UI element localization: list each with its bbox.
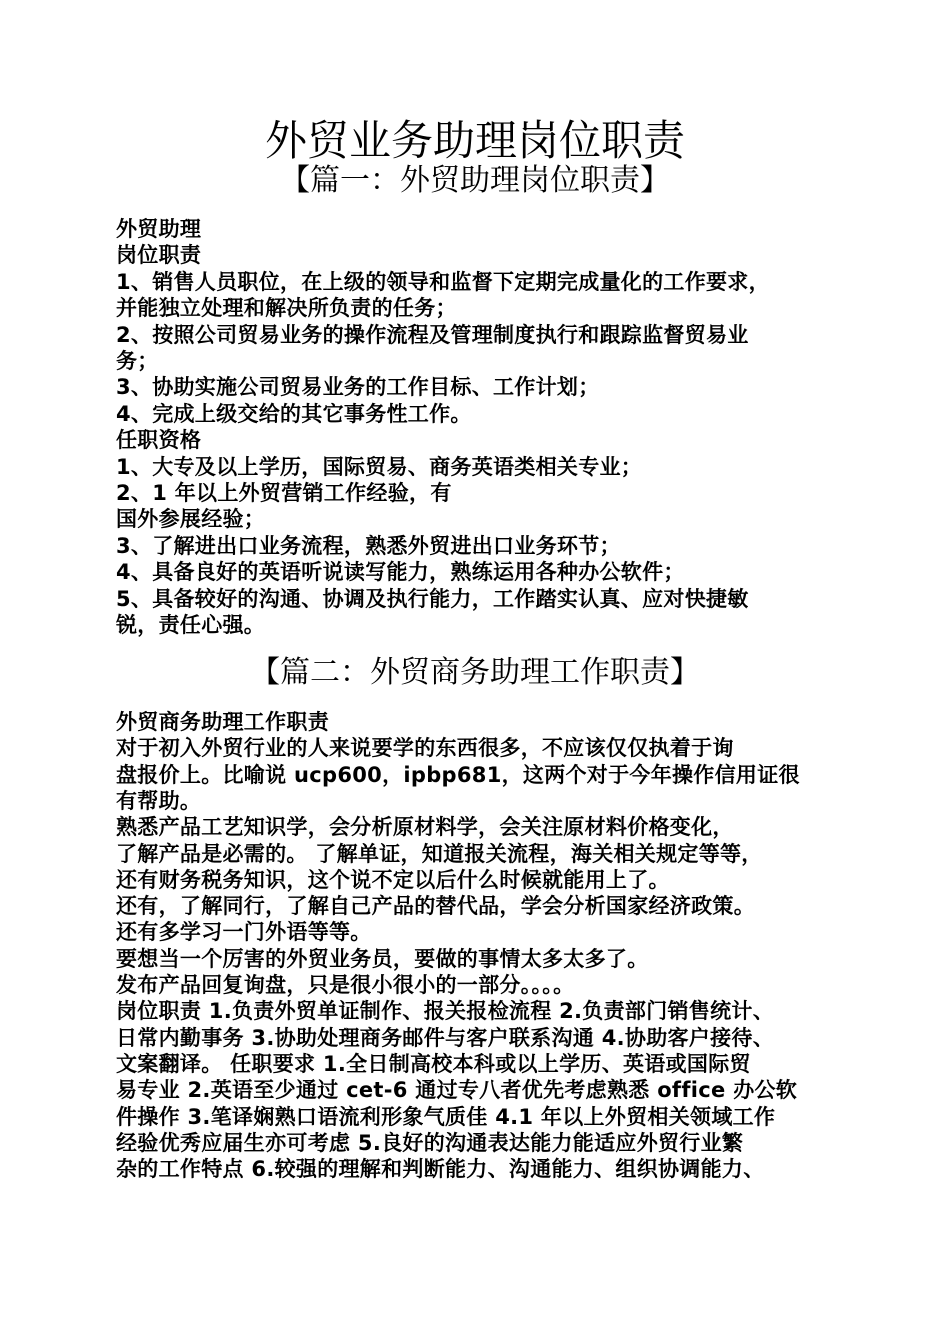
text-line: 锐，责任心强。: [116, 613, 266, 637]
text-line: 了解产品是必需的。 了解单证，知道报关流程，海关相关规定等等，: [116, 841, 763, 866]
text-line: 务；: [116, 349, 159, 373]
section-heading-1: 【篇一：外贸助理岗位职责】: [280, 163, 670, 198]
text-line: 5、具备较好的沟通、协调及执行能力，工作踏实认真、应对快捷敏: [116, 586, 749, 611]
text-line: 任职资格: [116, 428, 202, 453]
text-line: 还有，了解同行，了解自己产品的替代品，学会分析国家经济政策。: [116, 894, 755, 919]
document-title: 外贸业务助理岗位职责: [264, 116, 685, 165]
text-line: 有帮助。: [116, 788, 202, 813]
text-line: 外贸商务助理工作职责: [116, 710, 329, 734]
text-line: 3、了解进出口业务流程，熟悉外贸进出口业务环节；: [116, 533, 621, 558]
text-line: 国外参展经验；: [116, 507, 266, 532]
text-line: 要想当一个厉害的外贸业务员，要做的事情太多太多了。: [116, 946, 649, 971]
text-line: 1、大专及以上学历，国际贸易、商务英语类相关专业；: [116, 454, 643, 479]
text-line: 对于初入外贸行业的人来说要学的东西很多，不应该仅仅执着于询: [116, 736, 734, 761]
text-line: 2、1 年以上外贸营销工作经验，有: [116, 481, 452, 505]
text-line: 2、按照公司贸易业务的操作流程及管理制度执行和跟踪监督贸易业: [116, 322, 749, 347]
text-line: 易专业 2.英语至少通过 cet-6 通过专八者优先考虑熟悉 office 办公软: [116, 1078, 798, 1103]
text-line: 盘报价上。比喻说 ucp600，ipbp681，这两个对于今年操作信用证很: [116, 762, 800, 787]
text-line: 还有财务税务知识，这个说不定以后什么时候就能用上了。: [116, 867, 670, 892]
text-line: 文案翻译。 任职要求 1.全日制高校本科或以上学历、英语或国际贸: [116, 1051, 751, 1076]
text-line: 经验优秀应届生亦可考虑 5.良好的沟通表达能力能适应外贸行业繁: [116, 1130, 744, 1155]
text-line: 熟悉产品工艺知识学，会分析原材料学，会关注原材料价格变化，: [116, 815, 734, 840]
text-line: 还有多学习一门外语等等。: [116, 920, 372, 945]
text-line: 件操作 3.笔译娴熟口语流利形象气质佳 4.1 年以上外贸相关领域工作: [116, 1104, 776, 1129]
text-line: 外贸助理: [116, 217, 202, 241]
text-line: 3、协助实施公司贸易业务的工作目标、工作计划；: [116, 375, 600, 400]
text-line: 1、销售人员职位，在上级的领导和监督下定期完成量化的工作要求，: [116, 269, 770, 294]
text-line: 杂的工作特点 6.较强的理解和判断能力、沟通能力、组织协调能力、: [116, 1157, 765, 1182]
text-line: 岗位职责: [116, 243, 202, 268]
text-line: 日常内勤事务 3.协助处理商务邮件与客户联系沟通 4.协助客户接待、: [116, 1025, 774, 1050]
text-line: 4、具备良好的英语听说读写能力，熟练运用各种办公软件；: [116, 560, 685, 585]
text-line: 4、完成上级交给的其它事务性工作。: [116, 401, 472, 426]
text-line: 并能独立处理和解决所负责的任务；: [116, 296, 457, 321]
section-heading-2: 【篇二：外贸商务助理工作职责】: [250, 655, 700, 690]
text-line: 岗位职责 1.负责外贸单证制作、报关报检流程 2.负责部门销售统计、: [116, 999, 774, 1024]
text-line: 发布产品回复询盘，只是很小很小的一部分。。。。: [116, 973, 575, 997]
